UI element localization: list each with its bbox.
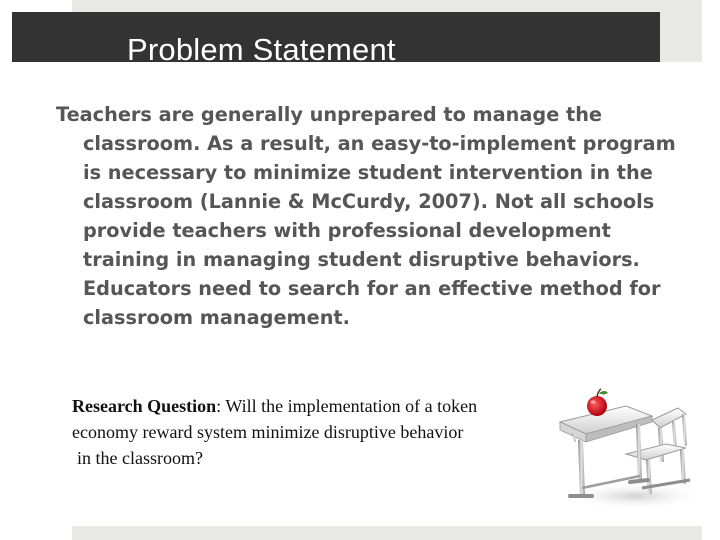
title-bar bbox=[12, 12, 660, 67]
slide-title: Problem Statement bbox=[127, 32, 396, 67]
research-question-line-1 bbox=[72, 393, 592, 419]
problem-statement-text: Teachers are generally unprepared to manage the classroom. As a result, an easy-to-implement program is necessary to minimize student intervention in the classroom (Lannie & McCurdy, 2007). Not all schools provide teachers with professional development training in managing student disruptive behaviors. Educators need to search for an effective method for classroom management. bbox=[56, 103, 676, 329]
slide-frame-right bbox=[660, 14, 702, 62]
research-question-label: Research Question bbox=[72, 396, 217, 416]
research-question-text-1: Will the implementation of a token bbox=[221, 396, 478, 416]
research-question-line-2: economy reward system minimize disruptive behavior bbox=[72, 422, 464, 442]
research-question-line-3: in the classroom? bbox=[77, 448, 203, 468]
research-question bbox=[72, 393, 592, 471]
slide-frame-bottom bbox=[72, 526, 702, 540]
school-desk-with-apple-icon bbox=[540, 384, 710, 514]
research-question-separator: : bbox=[216, 396, 222, 416]
